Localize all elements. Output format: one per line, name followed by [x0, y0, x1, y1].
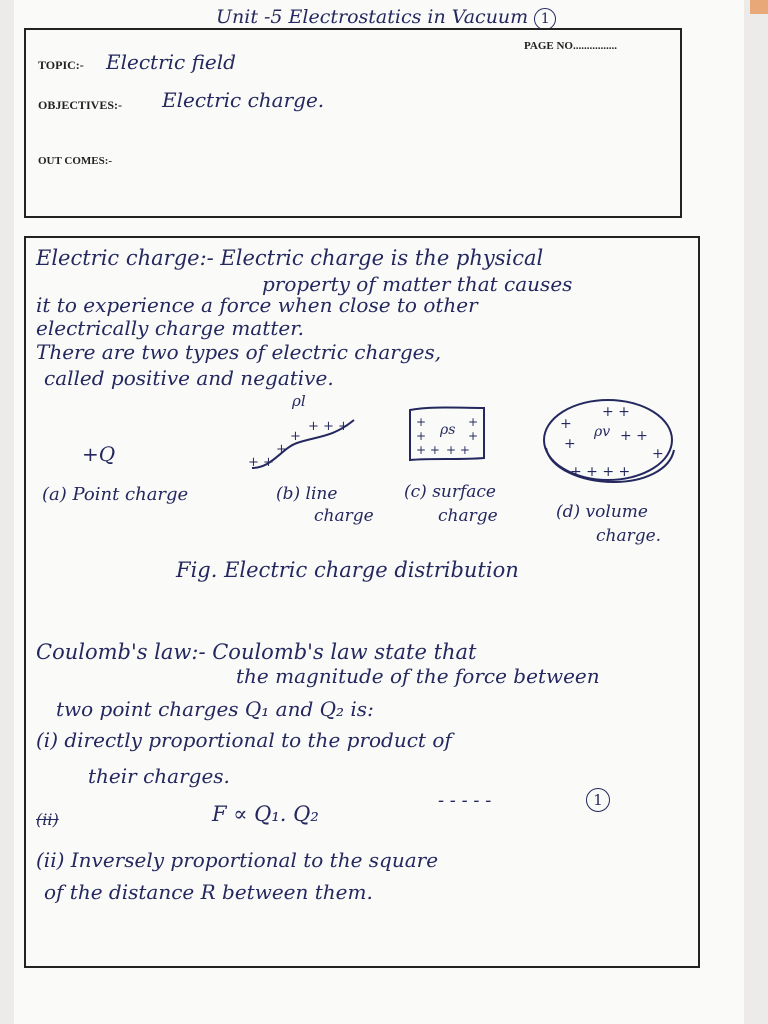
- svg-text:+: +: [276, 442, 287, 457]
- page-number-circle: 1: [534, 8, 556, 30]
- definition-line-3: it to experience a force when close to other: [36, 293, 478, 317]
- line-charge-caption-2: charge: [314, 506, 374, 526]
- svg-text:+: +: [652, 446, 664, 462]
- svg-text:+ + + +: + + + +: [570, 464, 631, 480]
- coulomb-item1-line-1: (i) directly proportional to the product of: [36, 728, 452, 752]
- svg-text:+: +: [468, 415, 479, 429]
- coulomb-line-3: two point charges Q₁ and Q₂ is:: [56, 697, 374, 721]
- svg-text:+ +: + +: [620, 428, 648, 444]
- volume-charge-drawing: [540, 396, 680, 486]
- line-charge-caption-1: (b) line: [276, 484, 338, 504]
- coulomb-line-1: Coulomb's law:- Coulomb's law state that: [36, 640, 477, 664]
- equation-1: F ∝ Q₁. Q₂: [212, 802, 319, 826]
- svg-text:+: +: [290, 429, 301, 444]
- equation-1-number: 1: [586, 788, 610, 812]
- surface-charge-caption-1: (c) surface: [404, 482, 496, 502]
- svg-text:+ +: + +: [416, 443, 440, 457]
- svg-text:+: +: [416, 429, 427, 443]
- volume-charge-caption-1: (d) volume: [556, 502, 648, 522]
- objectives-label: OBJECTIVES:-: [38, 98, 123, 112]
- charge-distribution-figure: [34, 390, 694, 590]
- figure-title: Fig. Electric charge distribution: [176, 558, 519, 582]
- notebook-page: [14, 0, 744, 1024]
- right-edge-accent: [750, 0, 768, 14]
- svg-text:+: +: [564, 436, 576, 452]
- definition-line-1: Electric charge:- Electric charge is the physical: [36, 246, 544, 270]
- volume-charge-symbol: ρv: [594, 424, 611, 440]
- definition-line-6: called positive and negative.: [44, 366, 334, 390]
- topic-value: Electric field: [106, 50, 236, 74]
- svg-text:+ +: + +: [602, 404, 630, 420]
- objectives-value: Electric charge.: [162, 88, 325, 112]
- equation-1-dashes: - - - - -: [438, 790, 492, 811]
- surface-charge-caption-2: charge: [438, 506, 498, 526]
- definition-line-2: property of matter that causes: [262, 272, 573, 296]
- topic-label: TOPIC:-: [38, 58, 84, 72]
- svg-text:+ +: + +: [446, 443, 470, 457]
- coulomb-item2-line-2: of the distance R between them.: [44, 880, 373, 904]
- svg-text:+: +: [416, 415, 427, 429]
- point-charge-symbol: +Q: [82, 442, 116, 466]
- definition-line-5: There are two types of electric charges,: [36, 340, 442, 364]
- definition-line-4: electrically charge matter.: [36, 316, 304, 340]
- unit-title: [216, 6, 556, 30]
- line-charge-drawing: [242, 408, 362, 478]
- svg-text:+ + +: + + +: [308, 419, 349, 434]
- coulomb-item1-line-2: their charges.: [88, 764, 230, 788]
- coulomb-line-2: the magnitude of the force between: [236, 664, 600, 688]
- outcomes-label: OUT COMES:-: [38, 155, 113, 167]
- coulomb-item2-line-1: (ii) Inversely proportional to the square: [36, 848, 439, 872]
- point-charge-caption: (a) Point charge: [42, 484, 189, 505]
- unit-title-text: Unit -5 Electrostatics in Vacuum: [216, 6, 529, 28]
- line-charge-symbol: ρl: [292, 392, 306, 410]
- equation-1-margin: (ii): [36, 810, 59, 829]
- surface-charge-symbol: ρs: [440, 422, 456, 438]
- svg-text:+: +: [560, 416, 572, 432]
- svg-text:+: +: [468, 429, 479, 443]
- svg-text:+ +: + +: [248, 455, 274, 470]
- page-no-label: PAGE NO................: [524, 40, 617, 52]
- volume-charge-caption-2: charge.: [596, 526, 662, 546]
